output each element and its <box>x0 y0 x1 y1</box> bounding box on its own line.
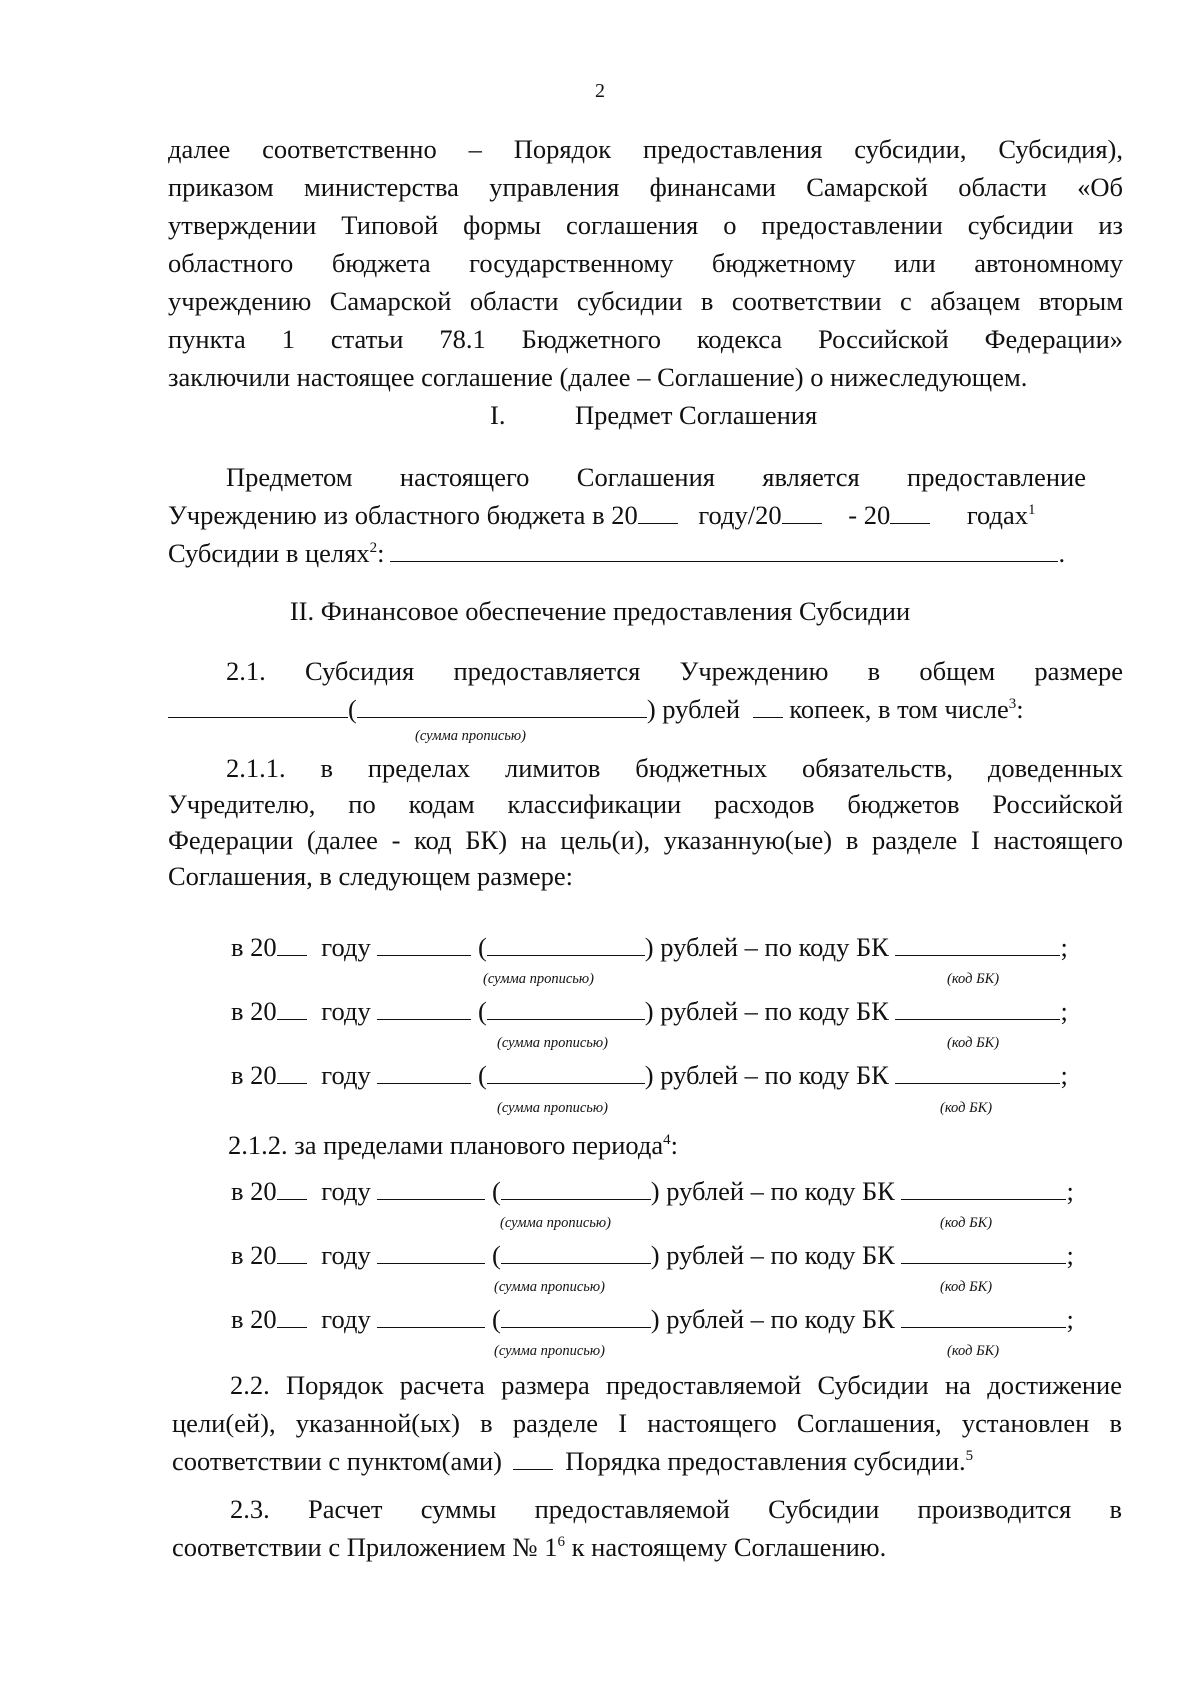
footnote-marker: 1 <box>1028 502 1036 519</box>
item-blank <box>513 1468 553 1470</box>
open-paren: ( <box>348 694 357 724</box>
bk-code-blank <box>901 1198 1066 1200</box>
sum-words-blank <box>501 1198 651 1200</box>
p211 <box>168 750 1123 894</box>
footnote-marker: 4 <box>663 1132 671 1149</box>
open-paren: ( <box>477 932 487 962</box>
intro-paragraph <box>168 130 1123 396</box>
p22-text-b: Порядка предоставления субсидии. <box>565 1446 966 1476</box>
years-text-b: году/20 <box>698 500 782 530</box>
section1-line: Предметом настоящего Соглашения является предоставление <box>226 462 1086 492</box>
intro-line: утверждении Типовой формы соглашения о предоставлении субсидии из <box>168 210 1123 240</box>
bk-code-blank <box>895 954 1060 956</box>
blank <box>782 522 822 524</box>
year-row <box>231 1174 1074 1208</box>
open-paren: ( <box>491 1176 501 1206</box>
intro-line: приказом министерства управления финансами Самарской области «Об <box>168 172 1123 202</box>
year-row <box>231 994 1068 1028</box>
intro-line: учреждению Самарской области субсидии в соответствии с абзацем вторым <box>168 286 1123 316</box>
blank <box>638 522 678 524</box>
p21 <box>168 652 1123 690</box>
year-row <box>231 1238 1074 1272</box>
page-number: 2 <box>595 80 605 102</box>
year-blank <box>277 954 307 956</box>
year-prefix: в 20 <box>231 1060 277 1090</box>
p22 <box>172 1366 1122 1442</box>
year-prefix: в 20 <box>231 1176 277 1206</box>
year-word: году <box>321 1176 371 1206</box>
intro-line: пункта 1 статьи 78.1 Бюджетного кодекса Российской Федерации» <box>168 324 1123 354</box>
caption-code: (код БК) <box>940 1100 993 1116</box>
kopek-blank <box>753 716 783 718</box>
semicolon: ; <box>1066 1240 1074 1270</box>
colon: : <box>377 538 385 568</box>
footnote-marker: 6 <box>557 1534 566 1551</box>
open-paren: ( <box>491 1240 501 1270</box>
goal-blank <box>390 560 1058 562</box>
p22-line: цели(ей), указанной(ых) в разделе I настоящего Соглашения, установлен в <box>172 1408 1122 1438</box>
year-blank <box>277 1018 307 1020</box>
semicolon: ; <box>1060 1060 1068 1090</box>
intro-line: областного бюджета государственному бюджетному или автономному <box>168 248 1123 278</box>
caption-sum: (сумма прописью) <box>497 1100 608 1116</box>
years-text-a: Учреждению из областного бюджета в 20 <box>168 500 638 530</box>
p22-last-line <box>172 1442 1127 1480</box>
rub-bk-text: ) рублей – по коду БК <box>644 932 889 962</box>
year-row <box>231 1058 1068 1092</box>
year-word: году <box>321 1240 371 1270</box>
year-word: году <box>321 1304 371 1334</box>
sum-words-blank <box>487 1018 645 1020</box>
year-word: году <box>321 932 371 962</box>
year-blank <box>277 1262 307 1264</box>
footnote-marker: 5 <box>965 1448 974 1465</box>
p23-last-line <box>172 1528 1127 1566</box>
year-blank <box>277 1198 307 1200</box>
caption-sum: (сумма прописью) <box>497 1035 608 1051</box>
section1-goal-line <box>168 534 1123 572</box>
sum-words-blank <box>357 716 647 718</box>
open-paren: ( <box>477 1060 487 1090</box>
caption-sum: (сумма прописью) <box>483 971 594 987</box>
semicolon: ; <box>1060 996 1068 1026</box>
intro-line: заключили настоящее соглашение (далее – Соглашение) о нижеследующем. <box>168 362 1028 392</box>
section1-paragraph <box>168 458 1086 496</box>
bk-code-blank <box>901 1262 1066 1264</box>
goal-text: Субсидии в целях <box>168 538 370 568</box>
p211-line: 2.1.1. в пределах лимитов бюджетных обязательств, доведенных <box>226 753 1123 783</box>
year-blank <box>277 1326 307 1328</box>
rub-bk-text: ) рублей – по коду БК <box>644 996 889 1026</box>
bk-code-blank <box>895 1018 1060 1020</box>
open-paren: ( <box>477 996 487 1026</box>
year-word: году <box>321 1060 371 1090</box>
sum-words-blank <box>487 954 645 956</box>
rub-text: ) рублей <box>646 694 741 724</box>
caption-code: (код БК) <box>947 1343 1000 1359</box>
section1-title: Предмет Соглашения <box>575 400 818 430</box>
years-text-c: - 20 <box>848 500 891 530</box>
p212-line <box>228 1128 678 1162</box>
rub-bk-text: ) рублей – по коду БК <box>650 1240 895 1270</box>
open-paren: ( <box>491 1304 501 1334</box>
rub-bk-text: ) рублей – по коду БК <box>644 1060 889 1090</box>
caption-code: (код БК) <box>947 971 1000 987</box>
bk-code-blank <box>901 1326 1066 1328</box>
section2-title: II. Финансовое обеспечение предоставления Субсидии <box>289 596 911 626</box>
p211-line: Учредителю, по кодам классификации расходов бюджетов Российской <box>168 789 1123 819</box>
semicolon: ; <box>1066 1176 1074 1206</box>
colon: : <box>1016 694 1024 724</box>
p21-line: 2.1. Субсидия предоставляется Учреждению в общем размере <box>226 656 1123 686</box>
period: . <box>1058 538 1066 568</box>
caption-code: (код БК) <box>940 1215 993 1231</box>
p211-line: Федерации (далее - код БК) на цель(и), указанную(ые) в разделе I настоящего <box>168 825 1123 855</box>
year-prefix: в 20 <box>231 996 277 1026</box>
p23-text-a: соответствии с Приложением № 1 <box>172 1532 558 1562</box>
year-word: году <box>321 996 371 1026</box>
p23-line: 2.3. Расчет суммы предоставляемой Субсидии производится в <box>230 1494 1122 1524</box>
rub-bk-text: ) рублей – по коду БК <box>650 1304 895 1334</box>
colon: : <box>670 1130 679 1160</box>
semicolon: ; <box>1060 932 1068 962</box>
section1-years-line <box>168 496 1086 534</box>
caption-code: (код БК) <box>940 1279 993 1295</box>
year-row <box>231 930 1068 964</box>
caption-sum: (сумма прописью) <box>500 1215 611 1231</box>
intro-line: далее соответственно – Порядок предоставления субсидии, Субсидия), <box>168 134 1123 164</box>
caption-sum: (сумма прописью) <box>494 1279 605 1295</box>
caption-sum: (сумма прописью) <box>415 728 526 744</box>
amount-blank <box>377 1262 485 1264</box>
amount-blank <box>168 716 348 718</box>
section1-number: I. <box>490 400 506 430</box>
p21-amount-line <box>168 690 1123 728</box>
sum-words-blank <box>501 1262 651 1264</box>
year-prefix: в 20 <box>231 1304 277 1334</box>
blank <box>890 522 930 524</box>
sum-words-blank <box>501 1326 651 1328</box>
bk-code-blank <box>895 1082 1060 1084</box>
p212-text: 2.1.2. за пределами планового периода <box>228 1130 664 1160</box>
footnote-marker: 3 <box>1008 696 1017 713</box>
amount-blank <box>377 1326 485 1328</box>
p22-text-a: соответствии с пунктом(ами) <box>172 1446 502 1476</box>
year-row <box>231 1302 1074 1336</box>
p22-line: 2.2. Порядок расчета размера предоставляемой Субсидии на достижение <box>230 1370 1122 1400</box>
amount-blank <box>377 1082 471 1084</box>
year-prefix: в 20 <box>231 932 277 962</box>
amount-blank <box>377 954 471 956</box>
year-prefix: в 20 <box>231 1240 277 1270</box>
p211-line: Соглашения, в следующем размере: <box>168 861 574 891</box>
footnote-marker: 2 <box>369 540 378 557</box>
sum-words-blank <box>487 1082 645 1084</box>
years-text-d: годах <box>966 500 1029 530</box>
year-blank <box>277 1082 307 1084</box>
caption-sum: (сумма прописью) <box>494 1343 605 1359</box>
caption-code: (код БК) <box>947 1035 1000 1051</box>
amount-blank <box>377 1018 471 1020</box>
amount-blank <box>377 1198 485 1200</box>
p23-text-b: к настоящему Соглашению. <box>571 1532 887 1562</box>
rub-bk-text: ) рублей – по коду БК <box>650 1176 895 1206</box>
semicolon: ; <box>1066 1304 1074 1334</box>
kopek-text: копеек, в том числе <box>789 694 1009 724</box>
p23 <box>172 1490 1122 1528</box>
